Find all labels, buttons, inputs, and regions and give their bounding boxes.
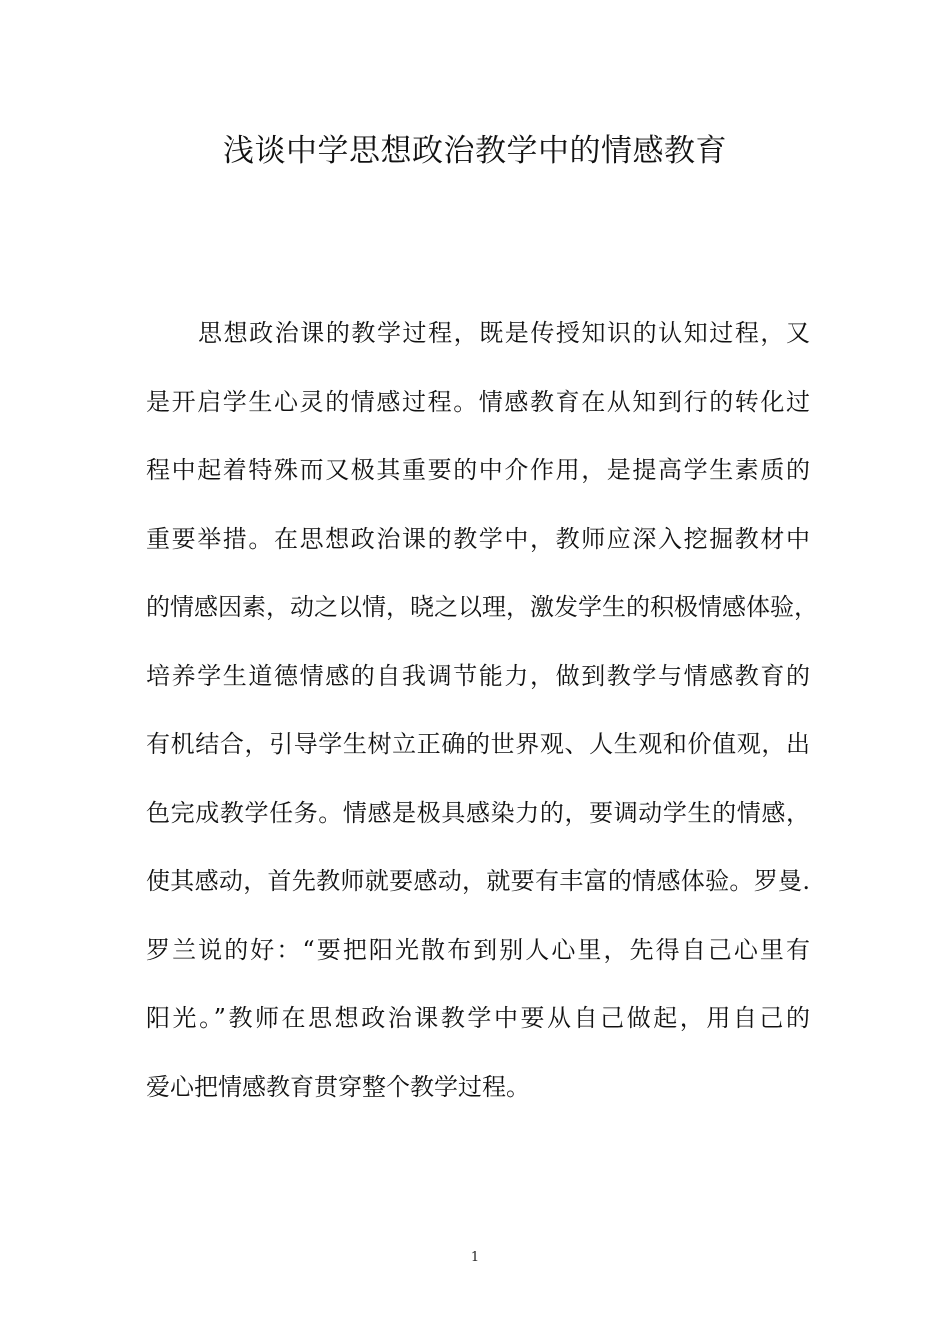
document-title: 浅谈中学思想政治教学中的情感教育 <box>223 133 727 169</box>
body-line: 使其感动，首先教师就要感动，就要有丰富的情感体验。罗曼. <box>146 867 810 895</box>
body-line: 重要举措。在思想政治课的教学中，教师应深入挖掘教材中 <box>146 524 810 553</box>
body-line: 思想政治课的教学过程，既是传授知识的认知过程，又 <box>198 319 810 347</box>
body-line: 有机结合，引导学生树立正确的世界观、人生观和价值观，出 <box>146 730 810 758</box>
body-line: 是开启学生心灵的情感过程。情感教育在从知到行的转化过 <box>146 387 810 416</box>
page-number: 1 <box>470 1250 480 1265</box>
body-line: 程中起着特殊而又极其重要的中介作用，是提高学生素质的 <box>146 456 810 484</box>
body-line: 爱心把情感教育贯穿整个教学过程。 <box>146 1072 530 1101</box>
body-line: 色完成教学任务。情感是极具感染力的，要调动学生的情感， <box>146 798 810 827</box>
body-line: 培养学生道德情感的自我调节能力，做到教学与情感教育的 <box>146 661 810 690</box>
body-line: 罗兰说的好：“要把阳光散布到别人心里，先得自己心里有 <box>146 935 810 964</box>
body-line: 阳光。”教师在思想政治课教学中要从自己做起，用自己的 <box>146 1004 810 1032</box>
body-line: 的情感因素，动之以情，晓之以理，激发学生的积极情感体验， <box>146 593 818 621</box>
body-paragraph <box>146 308 818 1130</box>
